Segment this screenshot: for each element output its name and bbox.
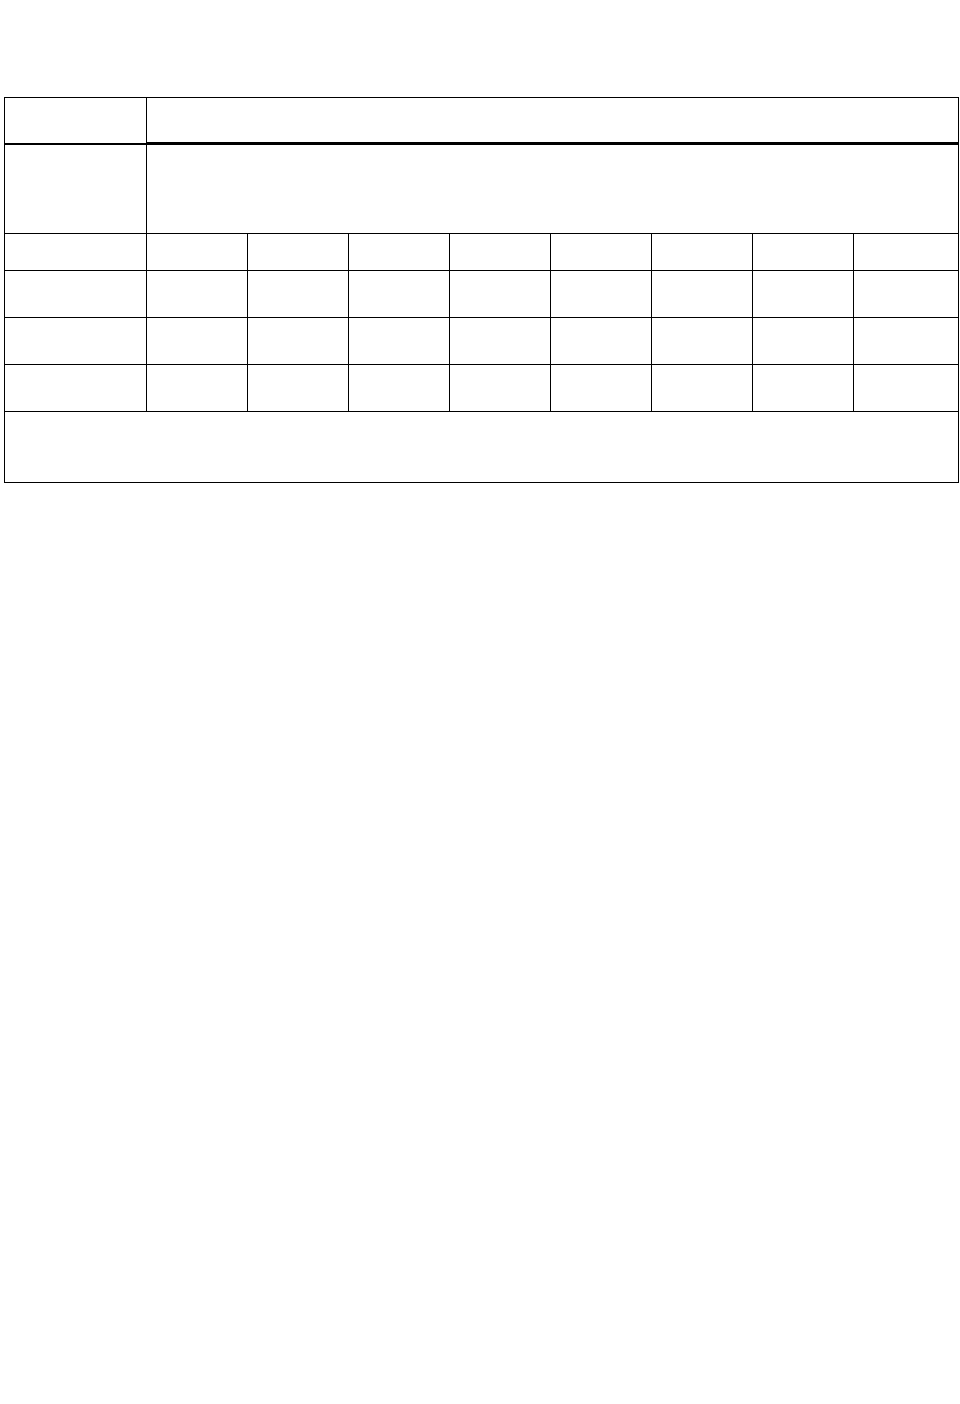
row-label (5, 318, 147, 365)
table-cell (450, 271, 551, 318)
table-cell (248, 271, 349, 318)
table-cell (248, 234, 349, 271)
table-cell (854, 271, 959, 318)
table-cell (349, 234, 450, 271)
table-cell (147, 318, 248, 365)
table-cell (753, 271, 854, 318)
table-cell (551, 318, 652, 365)
row-label (5, 365, 147, 412)
living-minimum-table (4, 97, 959, 483)
ukazatel-header (5, 98, 147, 144)
row-label (5, 234, 147, 271)
table-cell (450, 365, 551, 412)
table-cell (147, 234, 248, 271)
table-cell (248, 318, 349, 365)
table-row (5, 234, 959, 271)
table-cell (854, 318, 959, 365)
table-cell (753, 365, 854, 412)
table-cell (652, 271, 753, 318)
table-cell (147, 365, 248, 412)
table-cell (854, 365, 959, 412)
datum-header (147, 98, 959, 143)
table-cell (551, 365, 652, 412)
table-cell (854, 234, 959, 271)
table-row (5, 365, 959, 412)
table-row (5, 318, 959, 365)
table-cell (652, 318, 753, 365)
table-cell (450, 234, 551, 271)
table-cell (349, 318, 450, 365)
table-cell (652, 234, 753, 271)
table-cell (551, 234, 652, 271)
table-cell (551, 271, 652, 318)
row-label (5, 271, 147, 318)
children-label (5, 145, 147, 234)
table-cell (349, 365, 450, 412)
table-cell (147, 271, 248, 318)
table-cell (450, 318, 551, 365)
table-cell (248, 365, 349, 412)
table-cell (753, 318, 854, 365)
table-cell (652, 365, 753, 412)
section-domacnost (5, 412, 959, 483)
table-row (5, 271, 959, 318)
table-cell (349, 271, 450, 318)
table-cell (753, 234, 854, 271)
